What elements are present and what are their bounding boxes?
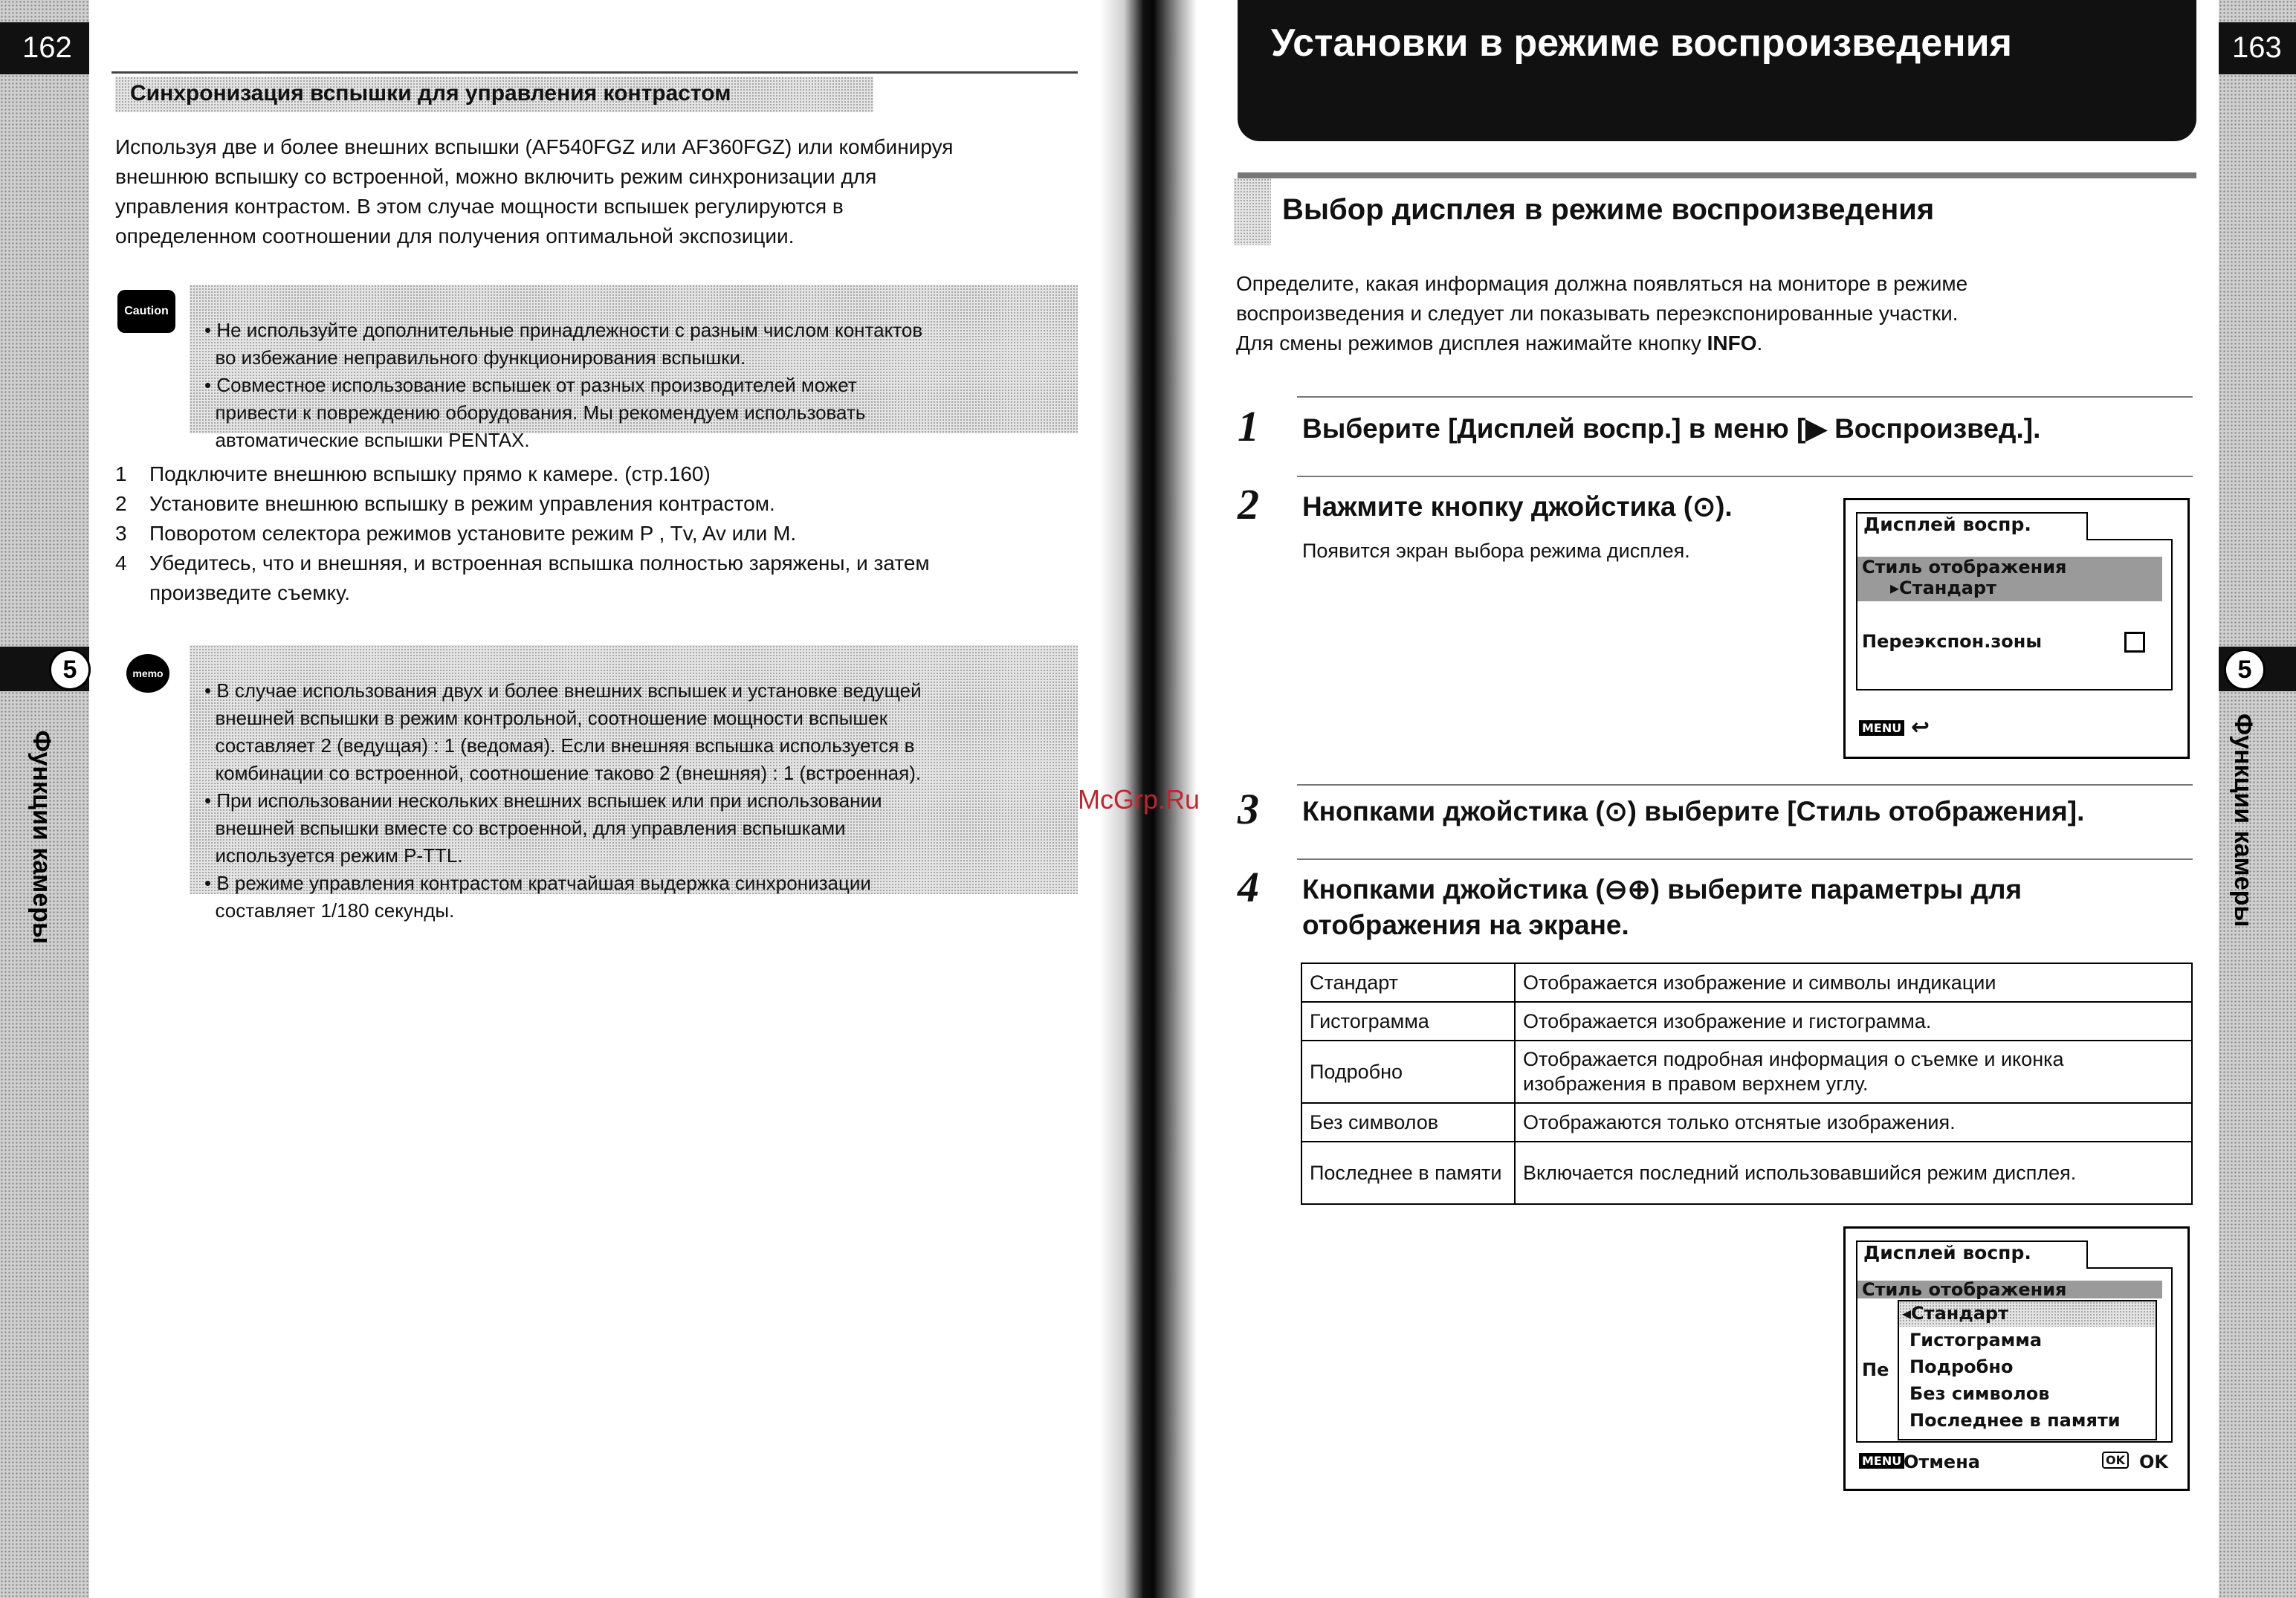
screen2-row1: Стиль отображения <box>1862 1279 2067 1300</box>
option-histogram[interactable]: Гистограмма <box>1909 1330 2043 1350</box>
screen2-ok: OK <box>2139 1452 2168 1472</box>
watermark: McGrp.Ru <box>1078 784 1200 815</box>
mode-cell: Гистограмма <box>1301 1002 1515 1041</box>
mode-cell: Стандарт <box>1301 963 1515 1002</box>
right-section-title: Выбор дисплея в режиме воспроизведения <box>1282 193 1935 226</box>
memo-line: комбинации со встроенной, соотношение таково 2 (внешняя) : 1 (встроенная). <box>204 762 922 784</box>
step3-rule <box>1297 784 2193 786</box>
desc-cell: Отображается подробная информация о съемке и иконка изображения в правом верхнем углу. <box>1515 1041 2192 1103</box>
table-row <box>1301 1002 2192 1041</box>
memo-line: • В случае использования двух и более внешних вспышек и установке ведущей <box>204 679 922 702</box>
left-intro-line: управления контрастом. В этом случае мощности вспышек регулируются в <box>115 195 844 218</box>
memo-icon-label: memo <box>132 667 164 679</box>
screen2-ok-label: OK <box>2106 1453 2125 1467</box>
option-no-icons[interactable]: Без символов <box>1909 1383 2050 1404</box>
options-dropdown[interactable] <box>1898 1300 2157 1440</box>
left-page-number-tab <box>0 22 89 74</box>
left-section-title-box <box>115 77 873 112</box>
left-intro-line: Используя две и более внешних вспышки (AF540FGZ или AF360FGZ) или комбинируя <box>115 135 954 158</box>
right-header-bar <box>1238 0 2196 141</box>
option-standard[interactable]: ◂Стандарт <box>1902 1303 2009 1324</box>
right-intro-line <box>1236 329 2195 358</box>
left-steps <box>115 459 1081 608</box>
step2-number: 2 <box>1238 480 1259 528</box>
right-section-marker <box>1234 178 1271 245</box>
option-last-memory[interactable]: Последнее в памяти <box>1909 1410 2121 1431</box>
right-page-number-tab <box>2219 22 2296 74</box>
left-page-number: 162 <box>22 31 72 64</box>
step1-number: 1 <box>1238 402 1259 450</box>
left-top-rule <box>111 71 1078 74</box>
step4-number: 4 <box>1238 863 1259 911</box>
step4-line: отображения на экране. <box>1302 910 1629 940</box>
screen1-menu-label: MENU <box>1862 721 1902 735</box>
ok-button-icon <box>2102 1452 2129 1469</box>
mode-cell: Без символов <box>1301 1103 1515 1142</box>
memo-line: • При использовании нескольких внешних вспышек или при использовании <box>204 789 882 812</box>
step-number: 2 <box>115 492 127 515</box>
right-intro-end: . <box>1756 331 1763 355</box>
desc-cell: Отображаются только отснятые изображения. <box>1515 1103 2192 1142</box>
step4-rule <box>1297 858 2193 860</box>
screen2-tab: Дисплей воспр. <box>1856 1240 2088 1269</box>
desc-cell: Отображается изображение и символы индикации <box>1515 963 2192 1002</box>
display-screen-2 <box>1843 1226 2190 1491</box>
screen1-tab: Дисплей воспр. <box>1856 512 2088 540</box>
screen2-cancel: Отмена <box>1904 1452 1980 1472</box>
right-intro-line: воспроизведения и следует ли показывать переэкспонированные участки. <box>1236 302 1959 325</box>
memo-icon <box>126 654 169 693</box>
step-number: 3 <box>115 522 127 545</box>
screen1-row2: Переэкспон.зоны <box>1862 631 2043 652</box>
step2-rule <box>1297 476 2193 477</box>
table-row <box>1301 1041 2192 1103</box>
caution-line: • Не используйте дополнительные принадлежности с разным числом контактов <box>204 319 923 341</box>
step3-number: 3 <box>1238 785 1259 833</box>
right-intro-line: Определите, какая информация должна появляться на мониторе в режиме <box>1236 272 1968 295</box>
caution-icon <box>117 290 175 333</box>
checkbox-icon <box>2124 632 2145 653</box>
memo-line: внешней вспышки вместе со встроенной, для управления вспышками <box>204 817 846 839</box>
step-text: Убедитесь, что и внешняя, и встроенная вспышка полностью заряжены, и затем <box>149 551 930 575</box>
left-chapter-number: 5 <box>49 649 91 690</box>
right-header-title: Установки в режиме воспроизведения <box>1271 22 2012 65</box>
caution-line: во избежание неправильного функционирования вспышки. <box>204 346 746 369</box>
memo-line: внешней вспышки в режим контрольной, соотношение мощности вспышек <box>204 707 888 729</box>
table-row <box>1301 1103 2192 1142</box>
step2-title: Нажмите кнопку джойстика (⊙). <box>1302 491 1733 522</box>
step3-title: Кнопками джойстика (⊙) выберите [Стиль отображения]. <box>1302 796 2085 827</box>
memo-box <box>190 645 1078 922</box>
caution-box <box>190 285 1078 451</box>
left-chapter-title: Функции камеры <box>28 730 56 944</box>
screen2-menu-label: MENU <box>1862 1454 1902 1468</box>
memo-line: • В режиме управления контрастом кратчайшая выдержка синхронизации <box>204 872 871 894</box>
step1-title: Выберите [Дисплей воспр.] в меню [▶ Воспроизвед.]. <box>1302 413 2041 444</box>
screen1-row1-value: ▸Стандарт <box>1890 578 1997 598</box>
left-intro-line: определенном соотношении для получения оптимальной экспозиции. <box>115 224 795 248</box>
mode-cell: Подробно <box>1301 1041 1515 1103</box>
option-detailed[interactable]: Подробно <box>1909 1356 2014 1377</box>
display-screen-1 <box>1843 498 2190 759</box>
left-intro-line: внешнюю вспышку со встроенной, можно включить режим синхронизации для <box>115 165 877 188</box>
table-row <box>1301 1142 2192 1204</box>
mode-cell: Последнее в памяти <box>1301 1142 1515 1204</box>
caution-line: автоматические вспышки PENTAX. <box>204 429 530 451</box>
menu-button-icon <box>1859 720 1904 736</box>
caution-line: привести к повреждению оборудования. Мы рекомендуем использовать <box>204 401 866 424</box>
table-row <box>1301 963 2192 1002</box>
step-text: произведите съемку. <box>149 581 351 604</box>
display-modes-table <box>1301 963 2193 1205</box>
left-section-title: Синхронизация вспышки для управления контрастом <box>130 81 731 106</box>
right-intro-text: Для смены режимов дисплея нажимайте кнопку <box>1236 331 1707 355</box>
caution-icon-label: Caution <box>124 305 169 317</box>
step2-subtext: Появится экран выбора режима дисплея. <box>1302 540 1690 562</box>
step-text: Установите внешнюю вспышку в режим управления контрастом. <box>149 492 775 515</box>
step4-title <box>1302 872 2022 943</box>
step-number <box>115 578 149 608</box>
screen1-row1: Стиль отображения <box>1862 557 2067 578</box>
info-button-label: INFO <box>1707 331 1757 355</box>
menu-button-icon <box>1859 1453 1904 1469</box>
right-section-title-box <box>1234 178 2200 245</box>
step4-line: Кнопками джойстика (⊖⊕) выберите параметры для <box>1302 874 2022 905</box>
memo-line: составляет 2 (ведущая) : 1 (ведомая). Если внешняя вспышка используется в <box>204 734 915 757</box>
desc-cell: Включается последний использовавшийся режим дисплея. <box>1515 1142 2192 1204</box>
right-intro <box>1236 269 2195 358</box>
desc-cell: Отображается изображение и гистограмма. <box>1515 1002 2192 1041</box>
step-number: 4 <box>115 551 127 575</box>
step-text: Поворотом селектора режимов установите режим P , Tv, Av или M. <box>149 522 797 545</box>
back-arrow-icon: ↩ <box>1911 714 1930 740</box>
step-number: 1 <box>115 462 127 485</box>
step-text: Подключите внешнюю вспышку прямо к камере. (стр.160) <box>149 462 711 485</box>
right-chapter-number: 5 <box>2224 649 2266 690</box>
memo-line: составляет 1/180 секунды. <box>204 899 455 922</box>
left-intro <box>115 132 1081 251</box>
screen2-partial-label: Пе <box>1862 1359 1889 1380</box>
caution-line: • Совместное использование вспышек от разных производителей может <box>204 374 857 396</box>
memo-line: используется режим P-TTL. <box>204 844 463 867</box>
memo-text <box>204 650 922 980</box>
step1-rule <box>1297 396 2193 398</box>
right-page-number: 163 <box>2232 31 2282 64</box>
right-chapter-title: Функции камеры <box>2229 714 2257 928</box>
